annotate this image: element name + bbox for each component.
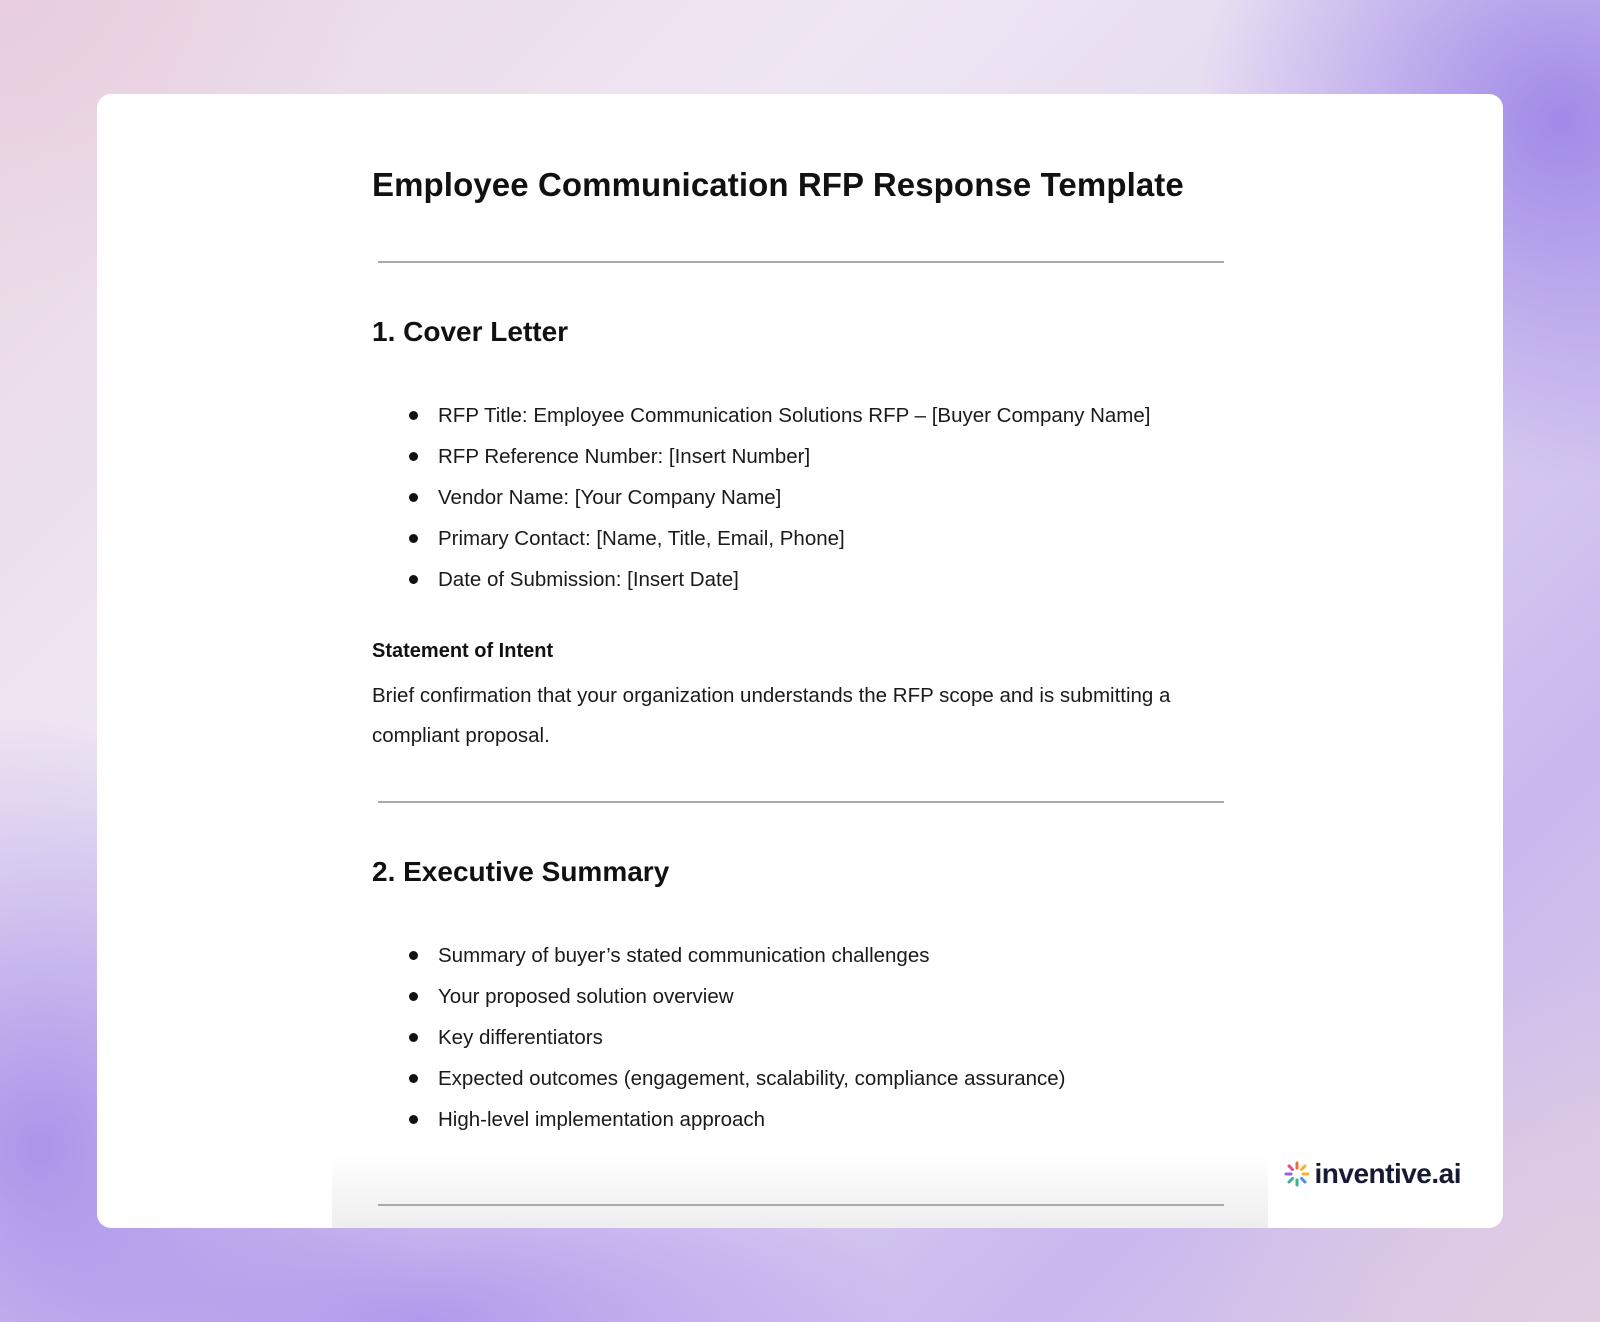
list-item: Primary Contact: [Name, Title, Email, Phone] bbox=[372, 518, 1151, 559]
list-item: High-level implementation approach bbox=[372, 1099, 1065, 1140]
brand-name: inventive.ai bbox=[1314, 1158, 1461, 1189]
bullet-icon bbox=[409, 1074, 418, 1083]
divider bbox=[378, 261, 1224, 263]
statement-of-intent-text: Brief confirmation that your organization understands the RFP scope and is submitting a compliant proposal. bbox=[372, 684, 1171, 747]
cover-letter-list bbox=[372, 395, 1151, 600]
bullet-icon bbox=[409, 992, 418, 1001]
bullet-icon bbox=[409, 1115, 418, 1124]
section-heading-executive-summary: 2. Executive Summary bbox=[372, 856, 670, 887]
list-item: Key differentiators bbox=[372, 1017, 1065, 1058]
bullet-icon bbox=[409, 575, 418, 584]
bottom-fade bbox=[332, 1154, 1268, 1228]
sparkle-burst-icon bbox=[1284, 1161, 1310, 1187]
divider bbox=[378, 801, 1224, 803]
list-item: Summary of buyer’s stated communication challenges bbox=[372, 935, 1065, 976]
bullet-icon bbox=[409, 452, 418, 461]
list-item: RFP Title: Employee Communication Solutions RFP – [Buyer Company Name] bbox=[372, 395, 1151, 436]
bullet-icon bbox=[409, 534, 418, 543]
bullet-icon bbox=[409, 493, 418, 502]
document-title: Employee Communication RFP Response Template bbox=[372, 166, 1184, 203]
statement-of-intent-heading: Statement of Intent bbox=[372, 640, 554, 662]
list-item: Date of Submission: [Insert Date] bbox=[372, 559, 1151, 600]
list-item: Your proposed solution overview bbox=[372, 976, 1065, 1017]
list-item: RFP Reference Number: [Insert Number] bbox=[372, 436, 1151, 477]
brand-logo bbox=[1284, 1154, 1461, 1194]
executive-summary-list bbox=[372, 935, 1065, 1140]
section-heading-cover-letter: 1. Cover Letter bbox=[372, 316, 569, 347]
list-item: Expected outcomes (engagement, scalability, compliance assurance) bbox=[372, 1058, 1065, 1099]
bullet-icon bbox=[409, 1033, 418, 1042]
bullet-icon bbox=[409, 951, 418, 960]
divider bbox=[378, 1204, 1224, 1206]
document-card bbox=[97, 94, 1503, 1228]
list-item: Vendor Name: [Your Company Name] bbox=[372, 477, 1151, 518]
bullet-icon bbox=[409, 411, 418, 420]
